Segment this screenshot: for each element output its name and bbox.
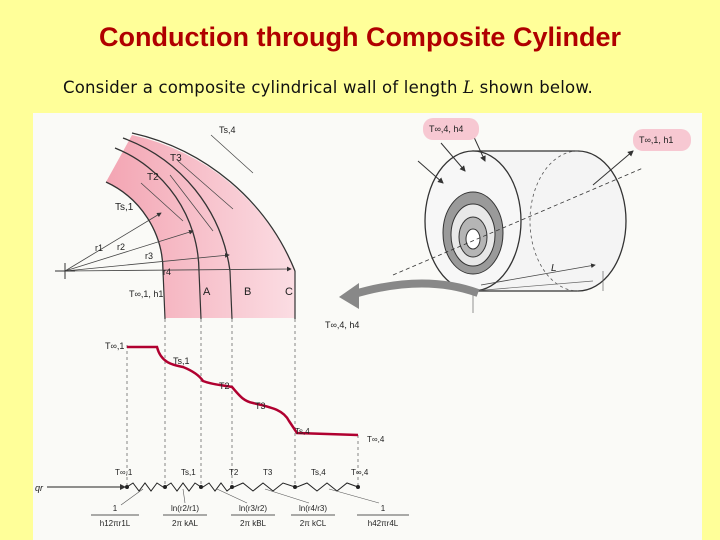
label-r4: r4 [163, 267, 172, 277]
label-layer-b: B [244, 286, 252, 298]
node-tinf1: T∞,1 [115, 468, 133, 477]
label-tinf1-h1: T∞,1, h1 [129, 289, 164, 299]
label-tinf1-h1-right: T∞,1, h1 [639, 135, 674, 145]
label-layer-a: A [203, 286, 211, 298]
resistance-3-den: 2π kBL [240, 519, 266, 528]
resistance-2-num: ln(r2/r1) [170, 504, 200, 513]
resistance-2-den: 2π kAL [172, 519, 198, 528]
circuit-qr-label: qr [35, 483, 44, 493]
label-ts1: Ts,1 [115, 202, 134, 213]
label-ts4-top: Ts,4 [219, 125, 236, 135]
node-ts1: Ts,1 [181, 468, 196, 477]
node-tinf4: T∞,4 [351, 468, 369, 477]
composite-cylinder-figure [33, 113, 702, 540]
resistance-1-num: 1 [112, 504, 118, 513]
connector-arrow [351, 283, 478, 295]
profile-t2: T2 [219, 381, 230, 391]
label-layer-c: C [285, 286, 293, 298]
profile-tinf4: T∞,4 [367, 435, 385, 444]
resistance-5-num: 1 [380, 504, 386, 513]
label-t3: T3 [170, 153, 182, 164]
resistance-4-den: 2π kCL [299, 519, 327, 528]
resistance-4-num: ln(r4/r3) [298, 504, 328, 513]
label-r3: r3 [145, 251, 154, 261]
node-t2: T2 [229, 468, 239, 477]
profile-tinf1: T∞,1 [105, 341, 125, 351]
label-tinf4-h4-top: T∞,4, h4 [429, 124, 464, 134]
profile-ts1: Ts,1 [173, 356, 190, 366]
resistance-3-num: ln(r3/r2) [238, 504, 268, 513]
resistance-5-den: h42πr4L [367, 519, 399, 528]
node-ts4: Ts,4 [311, 468, 326, 477]
temperature-profile [127, 347, 358, 435]
thermal-circuit [35, 468, 409, 528]
resistance-1-den: h12πr1L [99, 519, 131, 528]
node-t3: T3 [263, 468, 273, 477]
slide-title: Conduction through Composite Cylinder [99, 22, 621, 52]
label-r2: r2 [117, 242, 126, 252]
profile-ts4: Ts,4 [295, 427, 310, 436]
label-t2: T2 [147, 172, 159, 183]
profile-t3: T3 [255, 401, 266, 411]
label-tinf4-h4-mid: T∞,4, h4 [325, 320, 360, 330]
slide-subtitle: Consider a composite cylindrical wall of length L shown below. [63, 78, 593, 97]
label-r1: r1 [95, 243, 104, 253]
label-length-l: L [551, 263, 557, 274]
